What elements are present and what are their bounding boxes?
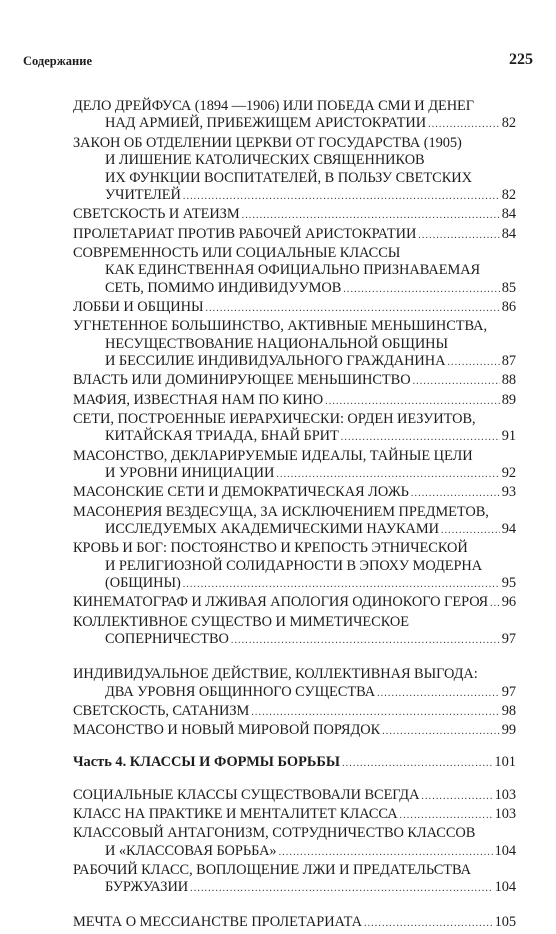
toc-entry-line	[73, 280, 516, 298]
table-of-contents	[73, 98, 516, 934]
toc-entry-page-number: 104	[494, 879, 516, 896]
toc-entry-line	[73, 594, 516, 612]
toc-entry-page-number: 89	[501, 391, 516, 408]
toc-entry-line	[73, 631, 516, 649]
toc-entry-line	[73, 372, 516, 390]
dot-leader	[276, 466, 499, 483]
dot-leader	[279, 844, 493, 861]
toc-entry[interactable]	[73, 206, 516, 224]
dot-leader	[242, 207, 500, 224]
toc-entry-text: МЕЧТА О МЕССИАНСТВЕ ПРОЛЕТАРИАТА	[73, 914, 362, 931]
toc-entry-line	[73, 484, 516, 502]
toc-entry-text: (ОБЩИНЫ)	[105, 575, 181, 592]
toc-entry-line: МАСОНСТВО, ДЕКЛАРИРУЕМЫЕ ИДЕАЛЫ, ТАЙНЫЕ ЦЕЛИ	[73, 447, 473, 464]
toc-entry-line: КАК ЕДИНСТВЕННАЯ ОФИЦИАЛЬНО ПРИЗНАВАЕМАЯ	[105, 262, 481, 279]
toc-entry[interactable]	[73, 825, 516, 860]
toc-entry-text: СОПЕРНИЧЕСТВО	[105, 631, 229, 648]
dot-leader	[231, 632, 500, 649]
toc-entry-line: КРОВЬ И БОГ: ПОСТОЯНСТВО И КРЕПОСТЬ ЭТНИЧЕСКОЙ	[73, 540, 468, 557]
toc-entry-line: ЗАКОН ОБ ОТДЕЛЕНИИ ЦЕРКВИ ОТ ГОСУДАРСТВА (1905)	[73, 134, 462, 151]
page-header	[23, 51, 533, 71]
dot-leader	[251, 704, 499, 721]
part-page-number: 101	[494, 754, 516, 771]
part-heading[interactable]	[73, 754, 516, 772]
toc-entry-line	[73, 392, 516, 410]
toc-entry-line: ДЕЛО ДРЕЙФУСА (1894 —1906) ИЛИ ПОБЕДА СМИ И ДЕНЕГ	[73, 98, 475, 114]
toc-entry-page-number: 88	[501, 372, 516, 389]
toc-entry-page-number: 86	[501, 298, 516, 315]
toc-entry-line	[73, 703, 516, 721]
toc-entry-line	[73, 879, 516, 897]
toc-entry[interactable]	[73, 318, 516, 371]
toc-entry[interactable]	[73, 594, 516, 612]
toc-entry-text: ПРОЛЕТАРИАТ ПРОТИВ РАБОЧЕЙ АРИСТОКРАТИИ	[73, 225, 417, 242]
toc-entry-text: МАФИЯ, ИЗВЕСТНАЯ НАМ ПО КИНО	[73, 391, 324, 408]
toc-entry-page-number: 105	[494, 914, 516, 931]
toc-entry-line: МАСОНЕРИЯ ВЕЗДЕСУЩА, ЗА ИСКЛЮЧЕНИЕМ ПРЕДМЕТОВ,	[73, 503, 489, 520]
dot-leader	[205, 300, 499, 317]
toc-entry-page-number: 103	[494, 805, 516, 822]
toc-entry-line: СОВРЕМЕННОСТЬ ИЛИ СОЦИАЛЬНЫЕ КЛАССЫ	[73, 244, 401, 261]
toc-entry-page-number: 103	[494, 786, 516, 803]
toc-entry-line	[73, 521, 516, 539]
toc-entry-page-number: 82	[501, 186, 516, 203]
dot-leader	[343, 281, 499, 298]
toc-entry-text: СОЦИАЛЬНЫЕ КЛАССЫ СУЩЕСТВОВАЛИ ВСЕГДА	[73, 786, 420, 803]
toc-entry-line	[73, 353, 516, 371]
dot-leader	[342, 755, 492, 772]
toc-entry[interactable]	[73, 787, 516, 805]
toc-entry[interactable]	[73, 245, 516, 298]
toc-entry-page-number: 104	[494, 842, 516, 859]
toc-entry[interactable]	[73, 806, 516, 824]
toc-entry-line	[73, 787, 516, 805]
toc-entry-page-number: 99	[501, 722, 516, 739]
part-title: Часть 4. КЛАССЫ И ФОРМЫ БОРЬБЫ	[73, 754, 341, 771]
toc-entry-line	[73, 465, 516, 483]
toc-entry-line: КОЛЛЕКТИВНОЕ СУЩЕСТВО И МИМЕТИЧЕСКОЕ	[73, 613, 409, 630]
toc-entry-line	[73, 115, 516, 133]
dot-leader	[428, 116, 500, 133]
toc-entry-page-number: 82	[501, 115, 516, 132]
toc-entry[interactable]	[73, 372, 516, 390]
toc-entry-line	[73, 914, 516, 932]
dot-leader	[341, 429, 500, 446]
toc-entry-line: УГНЕТЕННОЕ БОЛЬШИНСТВО, АКТИВНЫЕ МЕНЬШИНСТВА,	[73, 318, 488, 335]
toc-entry-line: И ЛИШЕНИЕ КАТОЛИЧЕСКИХ СВЯЩЕННИКОВ	[105, 152, 425, 169]
toc-entry-text: И «КЛАССОВАЯ БОРЬБА»	[105, 842, 277, 859]
toc-entry[interactable]	[73, 135, 516, 205]
toc-entry-text: И БЕССИЛИЕ ИНДИВИДУАЛЬНОГО ГРАЖДАНИНА	[105, 353, 446, 370]
toc-entry-text: МАСОНСТВО И НОВЫЙ МИРОВОЙ ПОРЯДОК	[73, 722, 381, 739]
toc-entry[interactable]	[73, 666, 516, 701]
toc-entries-group-2	[73, 787, 516, 933]
toc-entry-text: УЧИТЕЛЕЙ	[105, 186, 181, 203]
toc-entry-line	[73, 843, 516, 861]
running-head-title: Содержание	[23, 54, 93, 68]
toc-entry-text: ИССЛЕДУЕМЫХ АКАДЕМИЧЕСКИМИ НАУКАМИ	[105, 521, 439, 538]
toc-entry[interactable]	[73, 614, 516, 649]
toc-entry-line: ИНДИВИДУАЛЬНОЕ ДЕЙСТВИЕ, КОЛЛЕКТИВНАЯ ВЫГОДА:	[73, 666, 478, 683]
dot-leader	[382, 723, 500, 740]
toc-entry-line: И РЕЛИГИОЗНОЙ СОЛИДАРНОСТИ В ЭПОХУ МОДЕРНА	[105, 557, 483, 574]
toc-entry-line: НЕСУЩЕСТВОВАНИЕ НАЦИОНАЛЬНОЙ ОБЩИНЫ	[105, 335, 449, 352]
toc-entry-line	[73, 722, 516, 740]
toc-entry-page-number: 87	[501, 353, 516, 370]
toc-entry-page-number: 85	[501, 279, 516, 296]
dot-leader	[364, 915, 493, 932]
toc-entry-text: БУРЖУАЗИИ	[105, 879, 189, 896]
toc-entry-text: СВЕТСКОСТЬ И АТЕИЗМ	[73, 206, 240, 223]
toc-entry-page-number: 94	[501, 521, 516, 538]
toc-entry-line	[73, 575, 516, 593]
toc-entry[interactable]	[73, 484, 516, 502]
toc-entry-page-number: 98	[501, 702, 516, 719]
toc-entry-text: СЕТЬ, ПОМИМО ИНДИВИДУУМОВ	[105, 279, 342, 296]
toc-entry-line	[73, 187, 516, 205]
toc-entry-line	[73, 206, 516, 224]
toc-entry-page-number: 84	[501, 206, 516, 223]
toc-entry[interactable]	[73, 411, 516, 446]
dot-leader	[183, 576, 500, 593]
toc-entry-page-number: 92	[501, 465, 516, 482]
dot-leader	[413, 373, 500, 390]
dot-leader	[325, 393, 500, 410]
toc-entry-line	[73, 428, 516, 446]
dot-leader	[447, 354, 499, 371]
toc-entry-text: СВЕТСКОСТЬ, САТАНИЗМ	[73, 702, 250, 719]
dot-leader	[183, 188, 500, 205]
dot-leader	[421, 788, 492, 805]
toc-entry-text: И УРОВНИ ИНИЦИАЦИИ	[105, 465, 275, 482]
toc-entry-text: ВЛАСТЬ ИЛИ ДОМИНИРУЮЩЕЕ МЕНЬШИНСТВО	[73, 372, 411, 389]
toc-entry-line	[73, 299, 516, 317]
toc-entry-text: МАСОНСКИЕ СЕТИ И ДЕМОКРАТИЧЕСКАЯ ЛОЖЬ	[73, 484, 409, 501]
toc-entry[interactable]	[73, 299, 516, 317]
toc-entry-page-number: 97	[501, 683, 516, 700]
toc-entry-text: КИТАЙСКАЯ ТРИАДА, БНАЙ БРИТ	[105, 428, 339, 445]
toc-entries-group-1	[73, 98, 516, 740]
toc-entry-page-number: 91	[501, 428, 516, 445]
toc-entry-line: СЕТИ, ПОСТРОЕННЫЕ ИЕРАРХИЧЕСКИ: ОРДЕН ИЕЗУИТОВ,	[73, 410, 476, 427]
dot-leader	[490, 595, 500, 612]
toc-entry-line	[73, 806, 516, 824]
toc-entry[interactable]	[73, 98, 516, 133]
toc-entry[interactable]	[73, 392, 516, 410]
toc-entry-page-number: 97	[501, 631, 516, 648]
toc-entry-text: КИНЕМАТОГРАФ И ЛЖИВАЯ АПОЛОГИЯ ОДИНОКОГО ГЕРОЯ	[73, 594, 489, 611]
toc-entry[interactable]	[73, 226, 516, 244]
toc-entry-page-number: 96	[501, 594, 516, 611]
toc-entry[interactable]	[73, 448, 516, 483]
toc-entry-text: НАД АРМИЕЙ, ПРИБЕЖИЩЕМ АРИСТОКРАТИИ	[105, 115, 427, 132]
toc-entry-line	[73, 226, 516, 244]
dot-leader	[400, 807, 493, 824]
dot-leader	[441, 522, 500, 539]
toc-entry-line: КЛАССОВЫЙ АНТАГОНИЗМ, СОТРУДНИЧЕСТВО КЛАССОВ	[73, 825, 476, 842]
toc-entry[interactable]	[73, 540, 516, 593]
dot-leader	[411, 485, 500, 502]
toc-entry-page-number: 93	[501, 484, 516, 501]
toc-entry-page-number: 95	[501, 575, 516, 592]
toc-entry[interactable]	[73, 722, 516, 740]
toc-entry-line	[73, 684, 516, 702]
toc-entry-text: ЛОББИ И ОБЩИНЫ	[73, 298, 204, 315]
toc-entry[interactable]	[73, 914, 516, 932]
toc-entry[interactable]	[73, 504, 516, 539]
page-number: 225	[509, 51, 533, 68]
toc-entry-page-number: 84	[501, 225, 516, 242]
toc-entry-text: КЛАСС НА ПРАКТИКЕ И МЕНТАЛИТЕТ КЛАССА	[73, 805, 398, 822]
toc-entry-line: ИХ ФУНКЦИИ ВОСПИТАТЕЛЕЙ, В ПОЛЬЗУ СВЕТСКИХ	[105, 169, 472, 186]
dot-leader	[190, 880, 492, 897]
dot-leader	[418, 227, 499, 244]
toc-entry-line: РАБОЧИЙ КЛАСС, ВОПЛОЩЕНИЕ ЛЖИ И ПРЕДАТЕЛЬСТВА	[73, 861, 471, 878]
toc-entry[interactable]	[73, 703, 516, 721]
toc-entry-text: ДВА УРОВНЯ ОБЩИННОГО СУЩЕСТВА	[105, 683, 376, 700]
dot-leader	[377, 685, 500, 702]
toc-entry[interactable]	[73, 862, 516, 897]
